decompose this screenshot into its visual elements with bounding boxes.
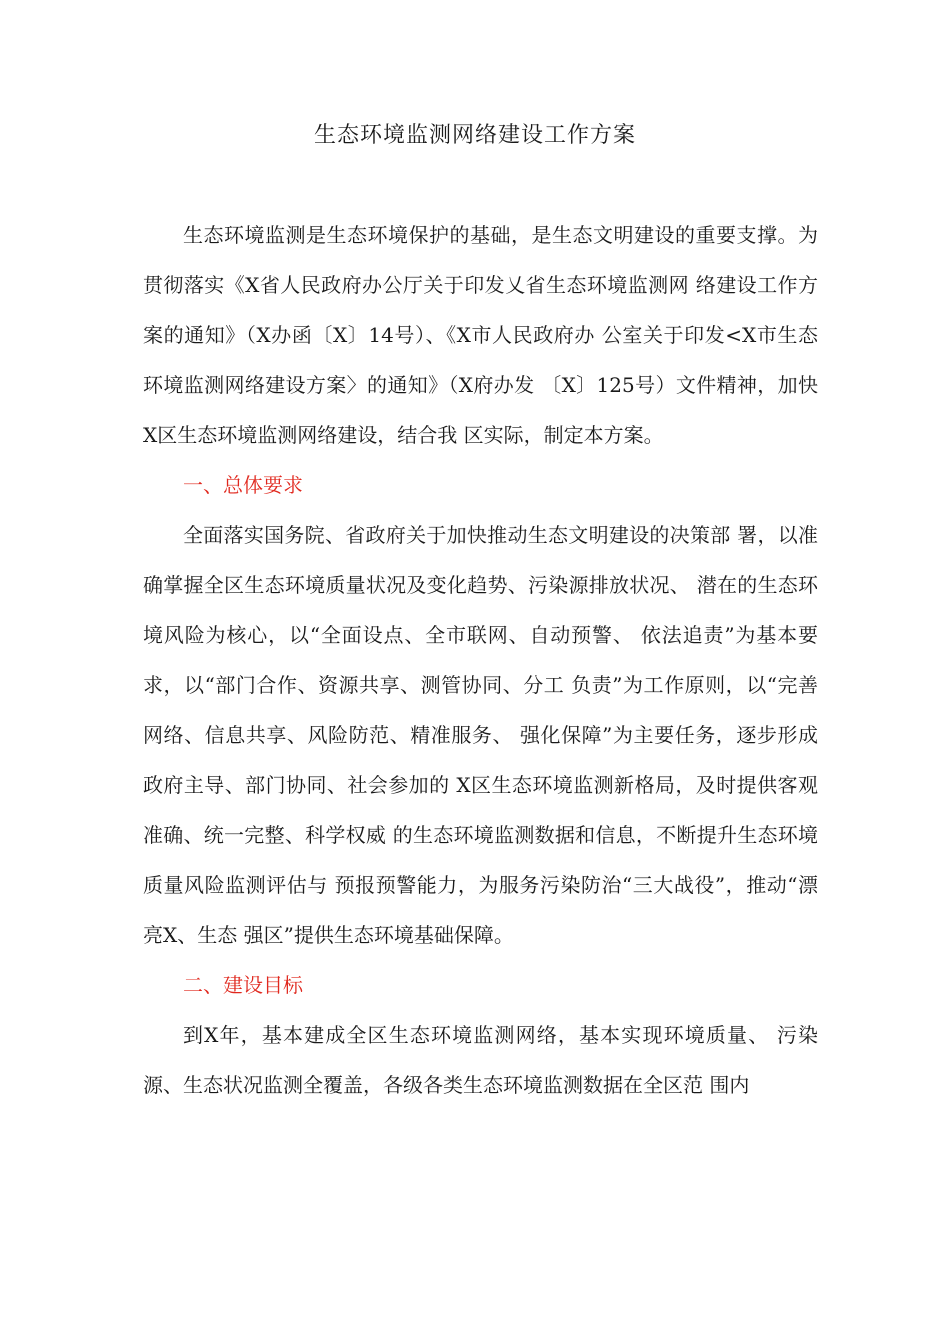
section-overall-requirements-paragraph: 全面落实国务院、省政府关于加快推动生态文明建设的决策部 署，以准确掌握全区生态环境质量状况及变化趋势、污染源排放状况、 潜在的生态环境风险为核心，以“全面设点、全市联网、自动预警、 依法追责”为基本要求，以“部门合作、资源共享、测管协同、分工 负责”为工作原则，以“完善网络、信息共享、风险防范、精准服务、 强化保障”为主要任务，逐步形成政府主导、部门协同、社会参加的 X区生态环境监测新格局，及时提供客观准确、统一完整、科学权威 的生态环境监测数据和信息，不断提升生态环境质量风险监测评估与 预报预警能力，为服务污染防治“三大战役”，推动“漂亮X、生态 强区”提供生态环境基础保障。 <box>143 523 818 947</box>
section-construction-goals-paragraph: 到X年，基本建成全区生态环境监测网络，基本实现环境质量、 污染源、生态状况监测全覆盖，各级各类生态环境监测数据在全区范 围内 <box>143 1023 818 1097</box>
document-title: 生态环境监测网络建设工作方案 <box>313 123 636 148</box>
document-body <box>143 210 818 1110</box>
intro-paragraph: 生态环境监测是生态环境保护的基础，是生态文明建设的重要支撑。为贯彻落实《X省人民政府办公厅关于印发乂省生态环境监测网 络建设工作方案的通知》（X办函〔X〕14号）、《X市人民政府办 公室关于印发<X市生态环境监测网络建设方案〉的通知》（X府办发 〔X〕125号）文件精神，加快X区生态环境监测网络建设，结合我 区实际，制定本方案。 <box>143 223 818 447</box>
section-heading-construction-goals: 二、建设目标 <box>183 973 303 997</box>
section-heading-overall-requirements: 一、总体要求 <box>183 473 303 497</box>
